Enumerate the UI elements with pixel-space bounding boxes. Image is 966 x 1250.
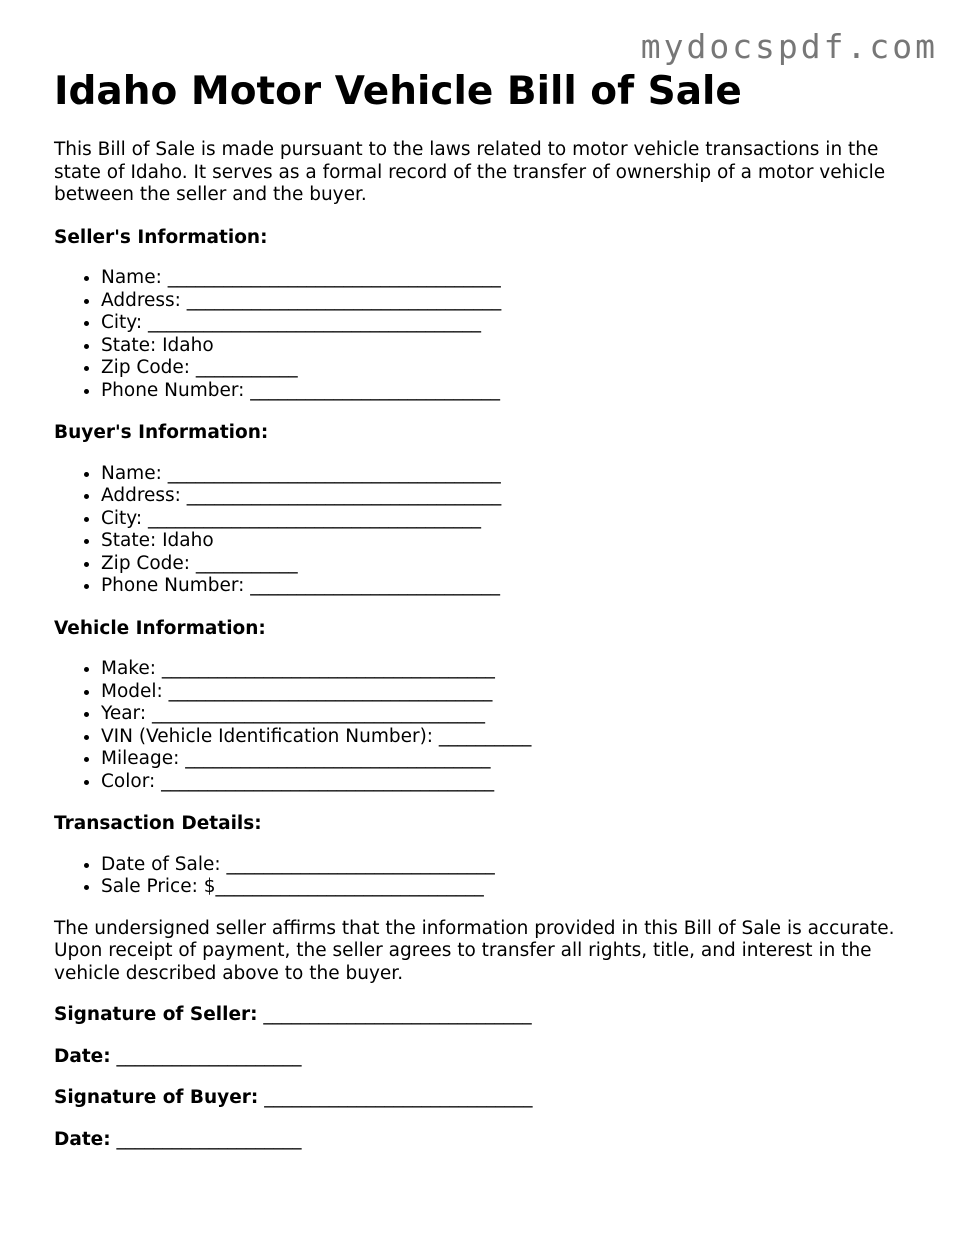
closing-paragraph: The undersigned seller affirms that the information provided in this Bill of Sale is accurate. Upon receipt of payment, the seller agrees to transfer all rights, title, and interest in the vehicle described above to the buyer.: [54, 917, 895, 984]
seller-signature-line[interactable]: _____________________________: [263, 1004, 532, 1025]
seller-state-field: • State: Idaho: [101, 335, 924, 358]
watermark: mydocspdf.com: [640, 27, 938, 66]
vehicle-mileage-field[interactable]: • Mileage: _________________________________: [101, 748, 924, 771]
vehicle-vin-field[interactable]: • VIN (Vehicle Identification Number): __________: [101, 726, 924, 749]
buyer-date-line[interactable]: ____________________: [116, 1128, 302, 1150]
buyer-city-field[interactable]: • City: ____________________________________: [101, 508, 924, 531]
seller-date-line[interactable]: ____________________: [116, 1045, 302, 1067]
buyer-zip-field[interactable]: • Zip Code: ___________: [101, 553, 924, 576]
seller-phone-field[interactable]: • Phone Number: ___________________________: [101, 380, 924, 403]
buyer-name-field[interactable]: • Name: ____________________________________: [101, 463, 924, 486]
buyer-date-row[interactable]: [54, 1129, 924, 1152]
transaction-details-list: [54, 854, 924, 899]
document-page: [54, 70, 924, 1151]
seller-signature-row[interactable]: [54, 1004, 924, 1027]
date-of-sale-field[interactable]: • Date of Sale: _____________________________: [101, 854, 924, 877]
seller-name-field[interactable]: • Name: ____________________________________: [101, 267, 924, 290]
vehicle-color-field[interactable]: • Color: ____________________________________: [101, 771, 924, 794]
seller-section-heading: Seller's Information:: [54, 226, 268, 248]
buyer-state-field: • State: Idaho: [101, 530, 924, 553]
buyer-phone-field[interactable]: • Phone Number: ___________________________: [101, 575, 924, 598]
buyer-section-heading: Buyer's Information:: [54, 422, 269, 443]
seller-city-field[interactable]: • City: ____________________________________: [101, 312, 924, 335]
vehicle-info-list: [54, 658, 924, 793]
sale-price-field[interactable]: • Sale Price: $_____________________________: [101, 876, 924, 899]
seller-date-row[interactable]: [54, 1046, 924, 1069]
seller-address-field[interactable]: • Address: __________________________________: [101, 290, 924, 313]
transaction-section-heading: Transaction Details:: [54, 813, 262, 834]
vehicle-make-field[interactable]: • Make: ____________________________________: [101, 658, 924, 681]
seller-zip-field[interactable]: • Zip Code: ___________: [101, 357, 924, 380]
seller-info-list: [54, 267, 924, 402]
buyer-date-label: Date:: [54, 1128, 111, 1150]
vehicle-model-field[interactable]: • Model: ___________________________________: [101, 681, 924, 704]
vehicle-section-heading: Vehicle Information:: [54, 617, 266, 639]
buyer-signature-label: Signature of Buyer:: [54, 1087, 259, 1108]
buyer-signature-line[interactable]: _____________________________: [264, 1087, 533, 1108]
seller-date-label: Date:: [54, 1045, 111, 1067]
buyer-address-field[interactable]: • Address: __________________________________: [101, 485, 924, 508]
seller-signature-label: Signature of Seller:: [54, 1004, 258, 1025]
buyer-signature-row[interactable]: [54, 1087, 924, 1110]
document-title: Idaho Motor Vehicle Bill of Sale: [54, 69, 742, 114]
intro-paragraph: This Bill of Sale is made pursuant to the laws related to motor vehicle transactions in the state of Idaho. It serves as a formal record of the transfer of ownership of a motor vehicle between the seller and the buyer.: [54, 139, 886, 205]
vehicle-year-field[interactable]: • Year: ____________________________________: [101, 703, 924, 726]
buyer-info-list: [54, 463, 924, 598]
